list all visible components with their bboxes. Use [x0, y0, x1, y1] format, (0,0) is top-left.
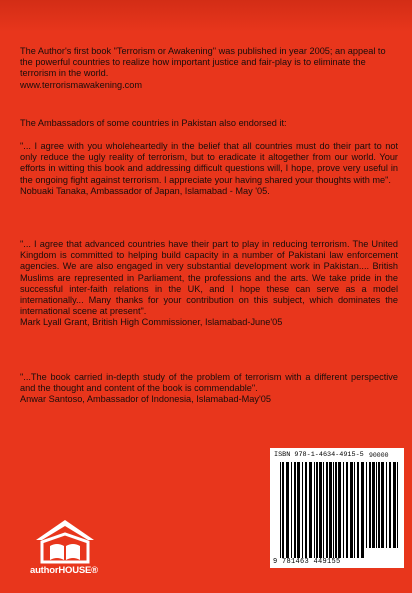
ambassadors-text: The Ambassadors of some countries in Pakistan also endorsed it: — [20, 118, 287, 128]
quote-text: "... I agree that advanced countries have their part to play in reducing terrorism. The United Kingdom is committed to helping build capacity in a number of Pakistani law enforcement agencies. We are also engaged in very substantial development work in Pakistan.... British Muslims are represented in Parliament, the professions and the arts. We take pride in the successful inter-faith relations in the UK, and I hope these can serve as a model internationally... Many thanks for your contribution on this subject, which dominates the international scene at present". — [20, 239, 398, 317]
price-barcode-bars — [366, 462, 400, 548]
barcode-bar — [326, 462, 328, 558]
price-code: 90000 — [369, 452, 389, 459]
website-link[interactable]: www.terrorismawakening.com — [20, 79, 143, 90]
barcode-bar — [302, 462, 303, 558]
barcode-bar — [314, 462, 315, 558]
barcode-bar — [361, 462, 364, 558]
barcode-bar — [319, 462, 322, 558]
publisher-logo — [30, 518, 100, 582]
barcode-bar — [369, 462, 371, 548]
quote-attribution: Anwar Santoso, Ambassador of Indonesia, Islamabad-May'05 — [20, 394, 271, 405]
quote-attribution: Mark Lyall Grant, British High Commissioner, Islamabad-June'05 — [20, 317, 283, 328]
barcode-bar — [381, 462, 384, 548]
barcode-bar — [291, 462, 292, 558]
barcode-bar — [343, 462, 344, 558]
barcode-bar — [282, 462, 284, 558]
barcode-bar — [333, 462, 334, 558]
ean-barcode-bars — [280, 462, 364, 558]
barcode-bar — [286, 462, 289, 558]
house-book-icon — [30, 518, 100, 566]
barcode-bar — [393, 462, 396, 548]
intro-text: The Author's first book "Terrorism or Awakening" was published in year 2005; an appeal to the powerful countries to realize how important justice and fair-play is to eliminate the terrorism in the world. — [20, 46, 386, 79]
barcode-bar — [366, 462, 367, 548]
publisher-name: authorHOUSE® — [30, 565, 98, 576]
isbn-barcode — [270, 448, 404, 568]
quote-japan — [20, 141, 398, 197]
barcode-bar — [386, 462, 387, 548]
barcode-bar — [372, 462, 375, 548]
barcode-bar — [357, 462, 359, 558]
barcode-bar — [329, 462, 332, 558]
barcode-bar — [376, 462, 377, 548]
barcode-bar — [354, 462, 355, 558]
quote-uk — [20, 239, 398, 329]
barcode-bar — [280, 462, 281, 558]
barcode-bar — [350, 462, 353, 558]
quote-text: "...The book carried in-depth study of the problem of terrorism with a different perspective and the thought and content of the book is commendable". — [20, 372, 398, 394]
barcode-bar — [397, 462, 398, 548]
barcode-bar — [323, 462, 324, 558]
barcode-bar — [378, 462, 380, 548]
barcode-bar — [316, 462, 318, 558]
barcode-bar — [338, 462, 341, 558]
barcode-bar — [389, 462, 391, 548]
barcode-bar — [305, 462, 307, 558]
ambassadors-heading — [20, 118, 398, 129]
quote-indonesia — [20, 372, 398, 406]
quote-text: "... I agree with you wholeheartedly in the belief that all countries must do their part to not only reduce the ugly reality of terrorism, but to eradicate it altogether from our world. Your efforts in witting this book and addressing difficult questions will, I hope, prove very useful in the ongoing fight against terrorism. I appreciate your having shared your thoughts with me". — [20, 141, 398, 185]
top-shade — [0, 0, 412, 32]
barcode-bar — [297, 462, 300, 558]
barcode-bar — [346, 462, 348, 558]
barcode-bar — [309, 462, 312, 558]
isbn-text: ISBN 978-1-4634-4915-5 — [274, 451, 364, 459]
barcode-bar — [294, 462, 296, 558]
intro-paragraph — [20, 46, 398, 91]
barcode-bar — [335, 462, 337, 558]
quote-attribution: Nobuaki Tanaka, Ambassador of Japan, Islamabad - May '05. — [20, 185, 270, 196]
barcode-digits: 9 781463 449155 — [273, 558, 341, 566]
